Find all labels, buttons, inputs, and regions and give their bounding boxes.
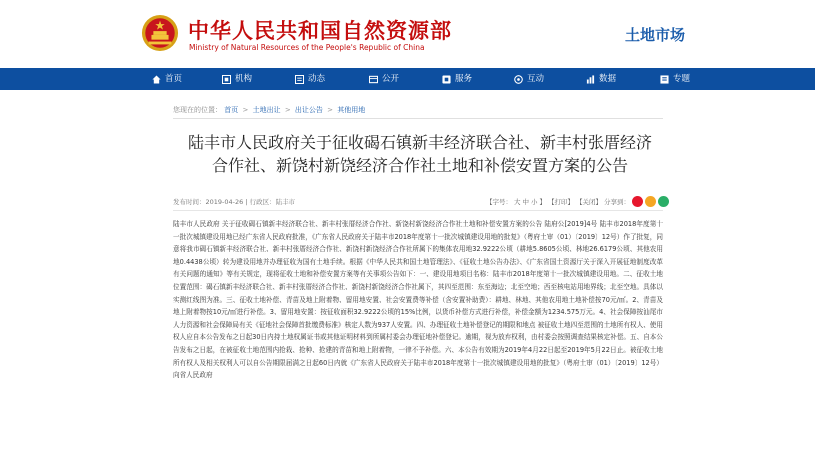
news-icon [295, 75, 304, 84]
close-link[interactable]: 【关闭】 [576, 198, 602, 206]
nav-label: 机构 [235, 74, 253, 84]
org-icon [222, 75, 231, 84]
ministry-name-en[interactable]: Ministry of Natural Resources of the People's Republic of China [189, 43, 425, 52]
nav-item-org[interactable] [222, 68, 252, 90]
breadcrumb [173, 105, 365, 115]
article-body: 陆丰市人民政府 关于征收碣石镇新丰经济联合社、新丰村张厝经济合作社、新饶村新饶经济合作社土地和补偿安置方案的公告 陆府公[2019]4号 陆丰市2018年度第十一批次城镇建设用地已经广东省人民政府批准，《广东省人民政府关于陆丰市2018年度第十一批次城镇建设用地的批复》（粤府土审（01）〔2019〕12号）作了批复，同意将我市碣石镇新丰经济联合社、新丰村张厝经济合作社、新饶村新饶经济合作社所属下的集体农用地32.9222公顷（耕地5.8605公顷、林地26.6179公顷、其他农用地0.4438公顷）转为建设用地并办理征收为国有土地手续。根据《中华人民共和国土地管理法》、《征收土地公告办法》、《广东省国土资源厅关于深入开展征地制度改革有关问题的通知》等有关规定，现将征收土地和补偿安置方案等有关事项公告如下：一、建设用地项目名称：陆丰市2018年度第十一批次城镇建设用地。二、征收土地位置范围：碣石镇新丰经济联合社、新丰村张厝经济合作社、新饶村新饶经济合作社属下，其四至范围：东至海边；北至空地；西至核电站用地界线；北至空地。具体以实测红线图为准。三、征收土地补偿、青苗及地上附着物、留用地安置、社会安置费等补偿（含安置补助费）：耕地、林地、其他农用地土地补偿按70元/㎡。2、青苗及地上附着物按10元/㎡进行补偿。3、留用地安置：按征收面积32.9222公顷的15%比例，以货币补偿方式进行补偿，补偿金额为1234.575万元。4、社会保障按汕尾市人力资源和社会保障局有关《征地社会保障首批缴费标准》核定人数为937人安置。四、办理征收土地补偿登记的期限和地点 被征收土地四至范围的土地所有权人、使用权人应自本公告发布之日起30日内持土地权属证书或其他证明材料到所属村委会办理征地补偿登记。逾期，视为放弃权利，由村委会按照调查结果核定补偿。五、自本公告发布之日起，在被征收土地范围内抢栽、抢种、抢建的青苗和地上附着物，一律不予补偿。六、本公告有效期为2019年4月22日起至2019年5月22日止。被征收土地所有权人及相关权利人可以自公告期限届满之日起60日内就《广东省人民政府关于陆丰市2018年度第十一批次城镇建设用地的批复》（粤府土审（01）〔2019〕12号）向省人民政府 [173, 220, 663, 380]
share-label: 分享到： [604, 198, 630, 206]
site-header [0, 0, 815, 68]
breadcrumb-other-land[interactable]: 其他用地 [337, 106, 366, 114]
nav-label: 服务 [455, 74, 473, 84]
article-title: 陆丰市人民政府关于征收碣石镇新丰经济联合社、新丰村张厝经济合作社、新饶村新饶经济合作社土地和补偿安置方案的公告 [187, 133, 652, 175]
ministry-name-cn[interactable]: 中华人民共和国自然资源部 [188, 19, 452, 43]
nav-label: 公开 [382, 74, 400, 84]
breadcrumb-separator: > [242, 106, 249, 114]
breadcrumb-prefix: 您现在的位置： [173, 106, 222, 114]
nav-item-home[interactable] [152, 68, 182, 90]
nav-item-service[interactable] [442, 68, 472, 90]
nav-label: 互动 [527, 74, 545, 84]
nav-item-open[interactable] [369, 68, 399, 90]
nav-item-news[interactable] [295, 68, 325, 90]
nav-label: 动态 [308, 74, 326, 84]
nav-item-topic[interactable] [660, 68, 690, 90]
open-icon [369, 75, 378, 84]
nav-label: 数据 [599, 74, 617, 84]
data-icon [586, 75, 595, 84]
breadcrumb-divider [173, 118, 663, 119]
section-title: 土地市场 [625, 26, 686, 44]
breadcrumb-separator: > [327, 106, 334, 114]
nav-label: 专题 [673, 74, 691, 84]
font-small-link[interactable]: 小 [531, 198, 538, 206]
main-nav [0, 68, 815, 90]
national-emblem-icon[interactable] [141, 14, 179, 52]
topic-icon [660, 75, 669, 84]
breadcrumb-transfer-notice[interactable]: 出让公告 [294, 106, 323, 114]
font-medium-link[interactable]: 中 [522, 198, 529, 206]
weibo-share-icon[interactable] [632, 196, 643, 207]
nav-item-interact[interactable] [514, 68, 544, 90]
qzone-share-icon[interactable] [645, 196, 656, 207]
font-large-link[interactable]: 大 [514, 198, 521, 206]
breadcrumb-separator: > [284, 106, 291, 114]
article-meta: 发布时间：2019-04-26 | 行政区：陆丰市 [173, 198, 296, 206]
service-icon [442, 75, 451, 84]
meta-divider [173, 210, 663, 211]
font-size-close: 】 [539, 198, 546, 206]
font-size-label: 【字号： [486, 198, 512, 206]
nav-label: 首页 [165, 74, 183, 84]
article-tools [486, 196, 669, 207]
interact-icon [514, 75, 523, 84]
print-link[interactable]: 【打印】 [548, 198, 574, 206]
breadcrumb-home[interactable]: 首页 [224, 106, 239, 114]
breadcrumb-land-transfer[interactable]: 土地出让 [252, 106, 281, 114]
home-icon [152, 75, 161, 84]
nav-item-data[interactable] [586, 68, 616, 90]
wechat-share-icon[interactable] [658, 196, 669, 207]
